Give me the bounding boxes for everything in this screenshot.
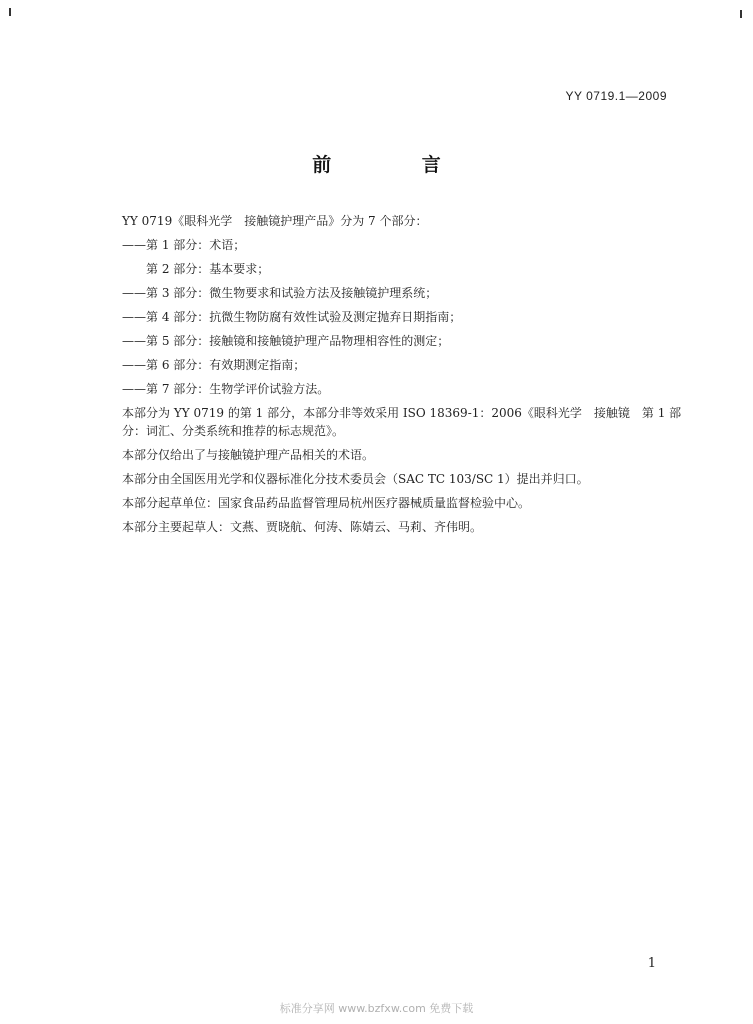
list-item-part-6: ——第 6 部分：有效期测定指南；: [122, 358, 306, 372]
list-item-part-7: ——第 7 部分：生物学评价试验方法。: [122, 382, 330, 396]
list-item-part-1: ——第 1 部分：术语；: [122, 238, 246, 252]
paragraph-scope: 本部分仅给出了与接触镜护理产品相关的术语。: [122, 448, 375, 462]
paragraph-drafters: 本部分主要起草人：文燕、贾晓航、何涛、陈婧云、马莉、齐伟明。: [122, 520, 483, 534]
list-item-part-4: ——第 4 部分：抗微生物防腐有效性试验及测定抛弃日期指南；: [122, 310, 462, 324]
list-item-part-3: ——第 3 部分：微生物要求和试验方法及接触镜护理系统；: [122, 286, 438, 300]
list-item-part-5: ——第 5 部分：接触镜和接触镜护理产品物理相容性的测定；: [122, 334, 450, 348]
standard-code: YY 0719.1—2009: [565, 89, 667, 103]
scan-mark-left: [9, 8, 11, 16]
watermark: 标准分享网 www.bzfxw.com 免费下载: [279, 1002, 474, 1015]
paragraph-intro: YY 0719《眼科光学 接触镜护理产品》分为 7 个部分：: [122, 214, 428, 228]
paragraph-drafting-unit: 本部分起草单位：国家食品药品监督管理局杭州医疗器械质量监督检验中心。: [122, 496, 531, 510]
paragraph-adoption: 本部分为 YY 0719 的第 1 部分，本部分非等效采用 ISO 18369-1：2006《眼科光学 接触镜 第 1 部分：词汇、分类系统和推荐的标志规范》。: [122, 406, 682, 438]
paragraph-proposer: 本部分由全国医用光学和仪器标准化分技术委员会（SAC TC 103/SC 1）提出并归口。: [122, 472, 589, 486]
foreword-body: [98, 209, 688, 539]
page-title: 前 言: [312, 154, 483, 176]
page-number: 1: [647, 956, 656, 971]
scan-mark-right: [740, 10, 742, 18]
list-item-part-2: 第 2 部分：基本要求；: [146, 262, 270, 276]
